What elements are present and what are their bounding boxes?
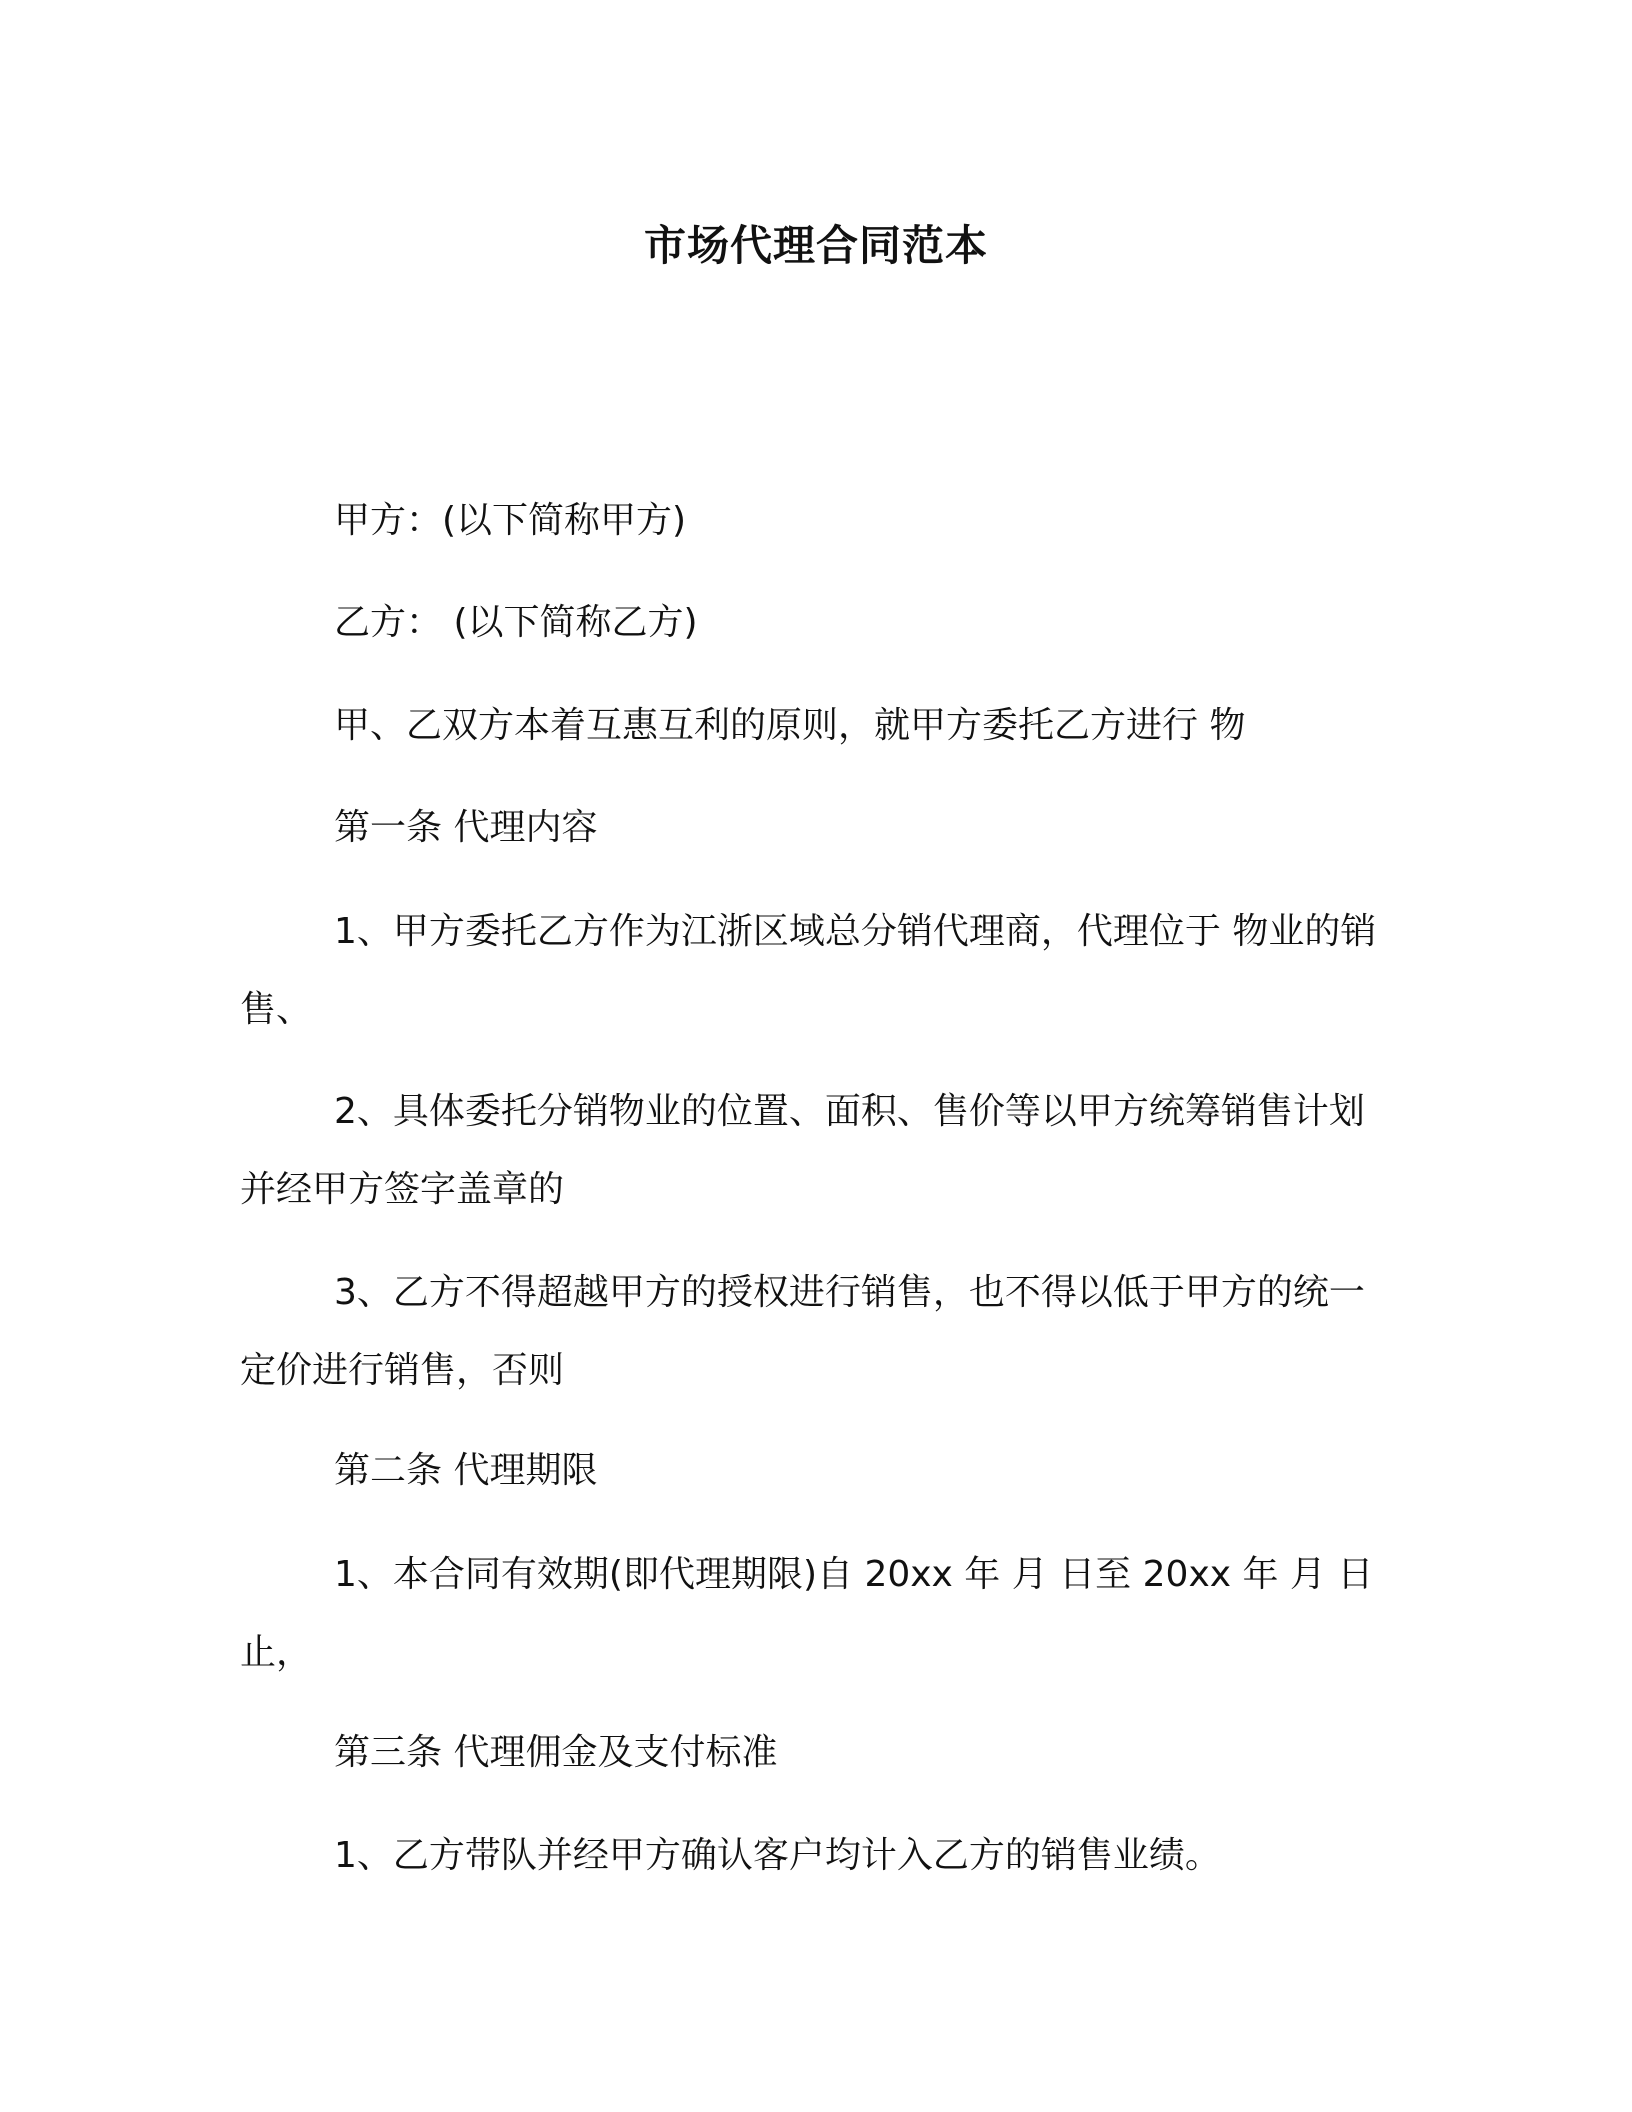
party-b-line: 乙方： (以下简称乙方) bbox=[334, 602, 698, 643]
article-1-clause-2: 2、具体委托分销物业的位置、面积、售价等以甲方统筹销售计划并经甲方签字盖章的 bbox=[240, 1091, 1365, 1210]
article-1-clause-1: 1、甲方委托乙方作为江浙区域总分销代理商，代理位于 物业的销售、 bbox=[240, 911, 1377, 1030]
preamble-paragraph: 甲、乙双方本着互惠互利的原则，就甲方委托乙方进行 物 bbox=[334, 705, 1246, 746]
party-a-line: 甲方：(以下简称甲方) bbox=[334, 500, 687, 541]
document-title: 市场代理合同范本 bbox=[643, 221, 988, 270]
article-2-clause-1: 1、本合同有效期(即代理期限)自 20xx 年 月 日至 20xx 年 月 日止， bbox=[240, 1554, 1374, 1673]
article-3-heading: 第三条 代理佣金及支付标准 bbox=[334, 1732, 778, 1773]
article-2-heading: 第二条 代理期限 bbox=[334, 1450, 598, 1491]
article-1-heading: 第一条 代理内容 bbox=[334, 807, 598, 848]
article-1-clause-3: 3、乙方不得超越甲方的授权进行销售，也不得以低于甲方的统一定价进行销售，否则 bbox=[240, 1272, 1365, 1391]
article-3-clause-1: 1、乙方带队并经甲方确认客户均计入乙方的销售业绩。 bbox=[334, 1835, 1221, 1876]
